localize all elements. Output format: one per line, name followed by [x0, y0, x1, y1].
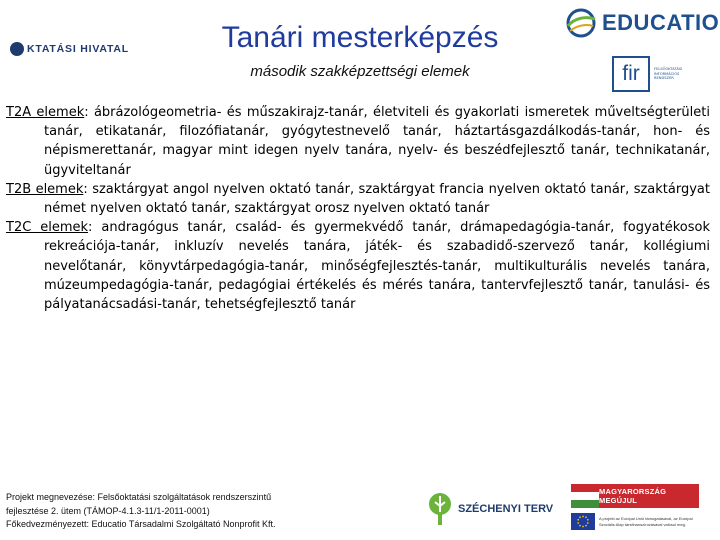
item-label: T2C elemek: [6, 220, 89, 236]
fir-mark: fir: [612, 56, 650, 92]
page-subtitle: második szakképzettségi elemek: [250, 63, 470, 80]
list-item-t2c: [6, 218, 710, 314]
educatio-wordmark: EDUCATIO: [602, 10, 720, 35]
footer-line-beneficiary: Főkedvezményezett: Educatio Társadalmi Szolgáltató Nonprofit Kft.: [6, 519, 276, 529]
szechenyi-terv-logo: [428, 492, 553, 526]
educatio-emblem-icon: [564, 6, 598, 40]
list-item-t2a: [6, 103, 710, 180]
hungarian-flag-icon: [571, 484, 599, 508]
item-label: T2B elemek: [6, 181, 84, 197]
fir-logo: [612, 56, 698, 92]
footer-line-phase: fejlesztése 2. ütem (TÁMOP-4.1.3-11/1-2011-0001): [6, 505, 210, 516]
eu-funding-text: A projekt az Európai Unió támogatásával, az Európai Szociális Alap társfinanszírozásával valósul meg.: [599, 516, 693, 527]
szechenyi-leaf-icon: [428, 492, 452, 526]
footer-line-project: Projekt megnevezése: Felsőoktatási szolgáltatások rendszerszintű: [6, 492, 272, 502]
educatio-logo: [564, 6, 719, 40]
item-text: : andragógus tanár, család- és gyermekvédő tanár, drámapedagógia-tanár, fogyatékosok rekreációja-tanár, inkluzív nevelés tanára, játék- és szabadidő-szervező tanár, kollégiumi nevelőtanár, könyvtárpedagógia-tanár, minőségfejlesztés-tanár, multikulturális nevelés tanára, múzeumpedagógia-tanár, pedagógiai értékelés és mérés tanára, tantervfejlesztő tanár, tanulási- és pályatanácsadási-tanár, tehetségfejlesztő tanár: [44, 220, 710, 313]
item-text: : ábrázológeometria- és műszakirajz-tanár, életviteli és gyakorlati ismeretek műveltségterületi tanár, etikatanár, filozófiatanár, gyógytestnevelő tanár, háztartásgazdálkodás-tanár, hon- és népismerettanár, magyar mint idegen nyelv tanára, nyelv- és beszédfejlesztő tanár, technikatanár, ügyviteltanár: [44, 105, 710, 178]
oktatasi-hivatal-logo: [10, 42, 129, 56]
eu-funding-notice: [571, 513, 709, 530]
megujul-label: MAGYARORSZÁG MEGÚJUL: [599, 484, 699, 508]
list-item-t2b: [6, 180, 710, 218]
project-footer: [6, 491, 275, 532]
eu-flag-icon: [571, 513, 595, 530]
szechenyi-terv-label: SZÉCHENYI TERV: [458, 503, 554, 515]
oktatasi-hivatal-wordmark: KTATÁSI HIVATAL: [27, 43, 130, 55]
fir-tagline: FELSŐOKTATÁSI INFORMÁCIÓS RENDSZER: [654, 67, 683, 81]
magyarorszag-megujul-badge: [571, 484, 699, 508]
page-title: Tanári mesterképzés: [221, 21, 499, 54]
item-text: : szaktárgyat angol nyelven oktató tanár, szaktárgyat francia nyelven oktató tanár, szaktárgyat német nyelven oktató tanár, szaktárgyat orosz nyelven oktató tanár: [44, 181, 710, 217]
item-label: T2A elemek: [6, 105, 85, 120]
oktatasi-hivatal-emblem-icon: [10, 42, 24, 56]
element-list: [6, 103, 710, 314]
